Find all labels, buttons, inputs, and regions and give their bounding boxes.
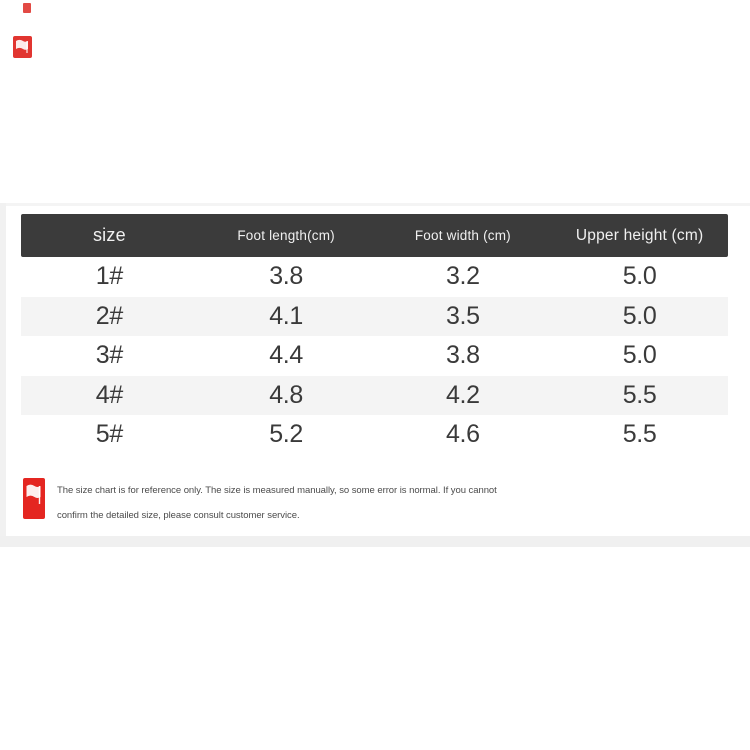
cell-foot-width-value: 3.5 xyxy=(445,301,480,330)
header-cell-foot-width: Foot width (cm) xyxy=(414,228,511,243)
cell-foot-width-value: 4.2 xyxy=(445,380,480,409)
red-flag-icon xyxy=(23,478,45,519)
cell-size-value: 3# xyxy=(95,341,123,369)
cell-foot-length-value: 5.2 xyxy=(269,420,304,448)
cell-foot-length-value: 4.1 xyxy=(269,301,304,330)
cell-upper-height-value: 5.0 xyxy=(622,262,657,290)
cell-size-value: 2# xyxy=(95,301,123,330)
table-row xyxy=(21,336,728,376)
table-row xyxy=(21,415,728,455)
size-chart-table xyxy=(21,214,728,455)
cell-upper-height-value: 5.0 xyxy=(622,341,657,369)
cell-size-value: 4# xyxy=(95,380,123,409)
card-left-edge xyxy=(0,203,6,547)
cell-foot-length-value: 4.8 xyxy=(269,380,304,409)
cell-size-value: 5# xyxy=(95,420,123,448)
header-cell-upper-height: Upper height (cm) xyxy=(575,226,704,244)
mini-flag-glyph xyxy=(13,36,32,58)
table-row xyxy=(21,297,728,337)
header-cell-foot-length: Foot length(cm) xyxy=(237,228,335,243)
cell-size-value: 1# xyxy=(95,262,123,290)
table-row xyxy=(21,257,728,297)
cell-foot-length-value: 4.4 xyxy=(269,341,304,369)
table-body xyxy=(21,257,728,455)
header-cell-size: size xyxy=(92,225,126,245)
table-header-row xyxy=(21,214,728,257)
flag-glyph xyxy=(23,478,45,519)
cell-foot-width-value: 3.2 xyxy=(445,262,480,290)
table-row xyxy=(21,376,728,416)
cell-foot-length-value: 3.8 xyxy=(269,262,304,290)
cell-upper-height-value: 5.5 xyxy=(622,420,657,448)
footnote-line-1: The size chart is for reference only. The size is measured manually, so some error is normal. If you cannot xyxy=(57,485,497,496)
red-dot-mark xyxy=(23,3,31,13)
cell-upper-height-value: 5.5 xyxy=(622,380,657,409)
cell-upper-height-value: 5.0 xyxy=(622,301,657,330)
card-bottom-edge xyxy=(0,536,750,547)
red-flag-mini-icon xyxy=(13,36,32,58)
footnote-line-2: confirm the detailed size, please consult customer service. xyxy=(57,510,300,521)
cell-foot-width-value: 3.8 xyxy=(445,341,480,369)
cell-foot-width-value: 4.6 xyxy=(445,420,480,448)
card-top-edge xyxy=(0,203,750,206)
